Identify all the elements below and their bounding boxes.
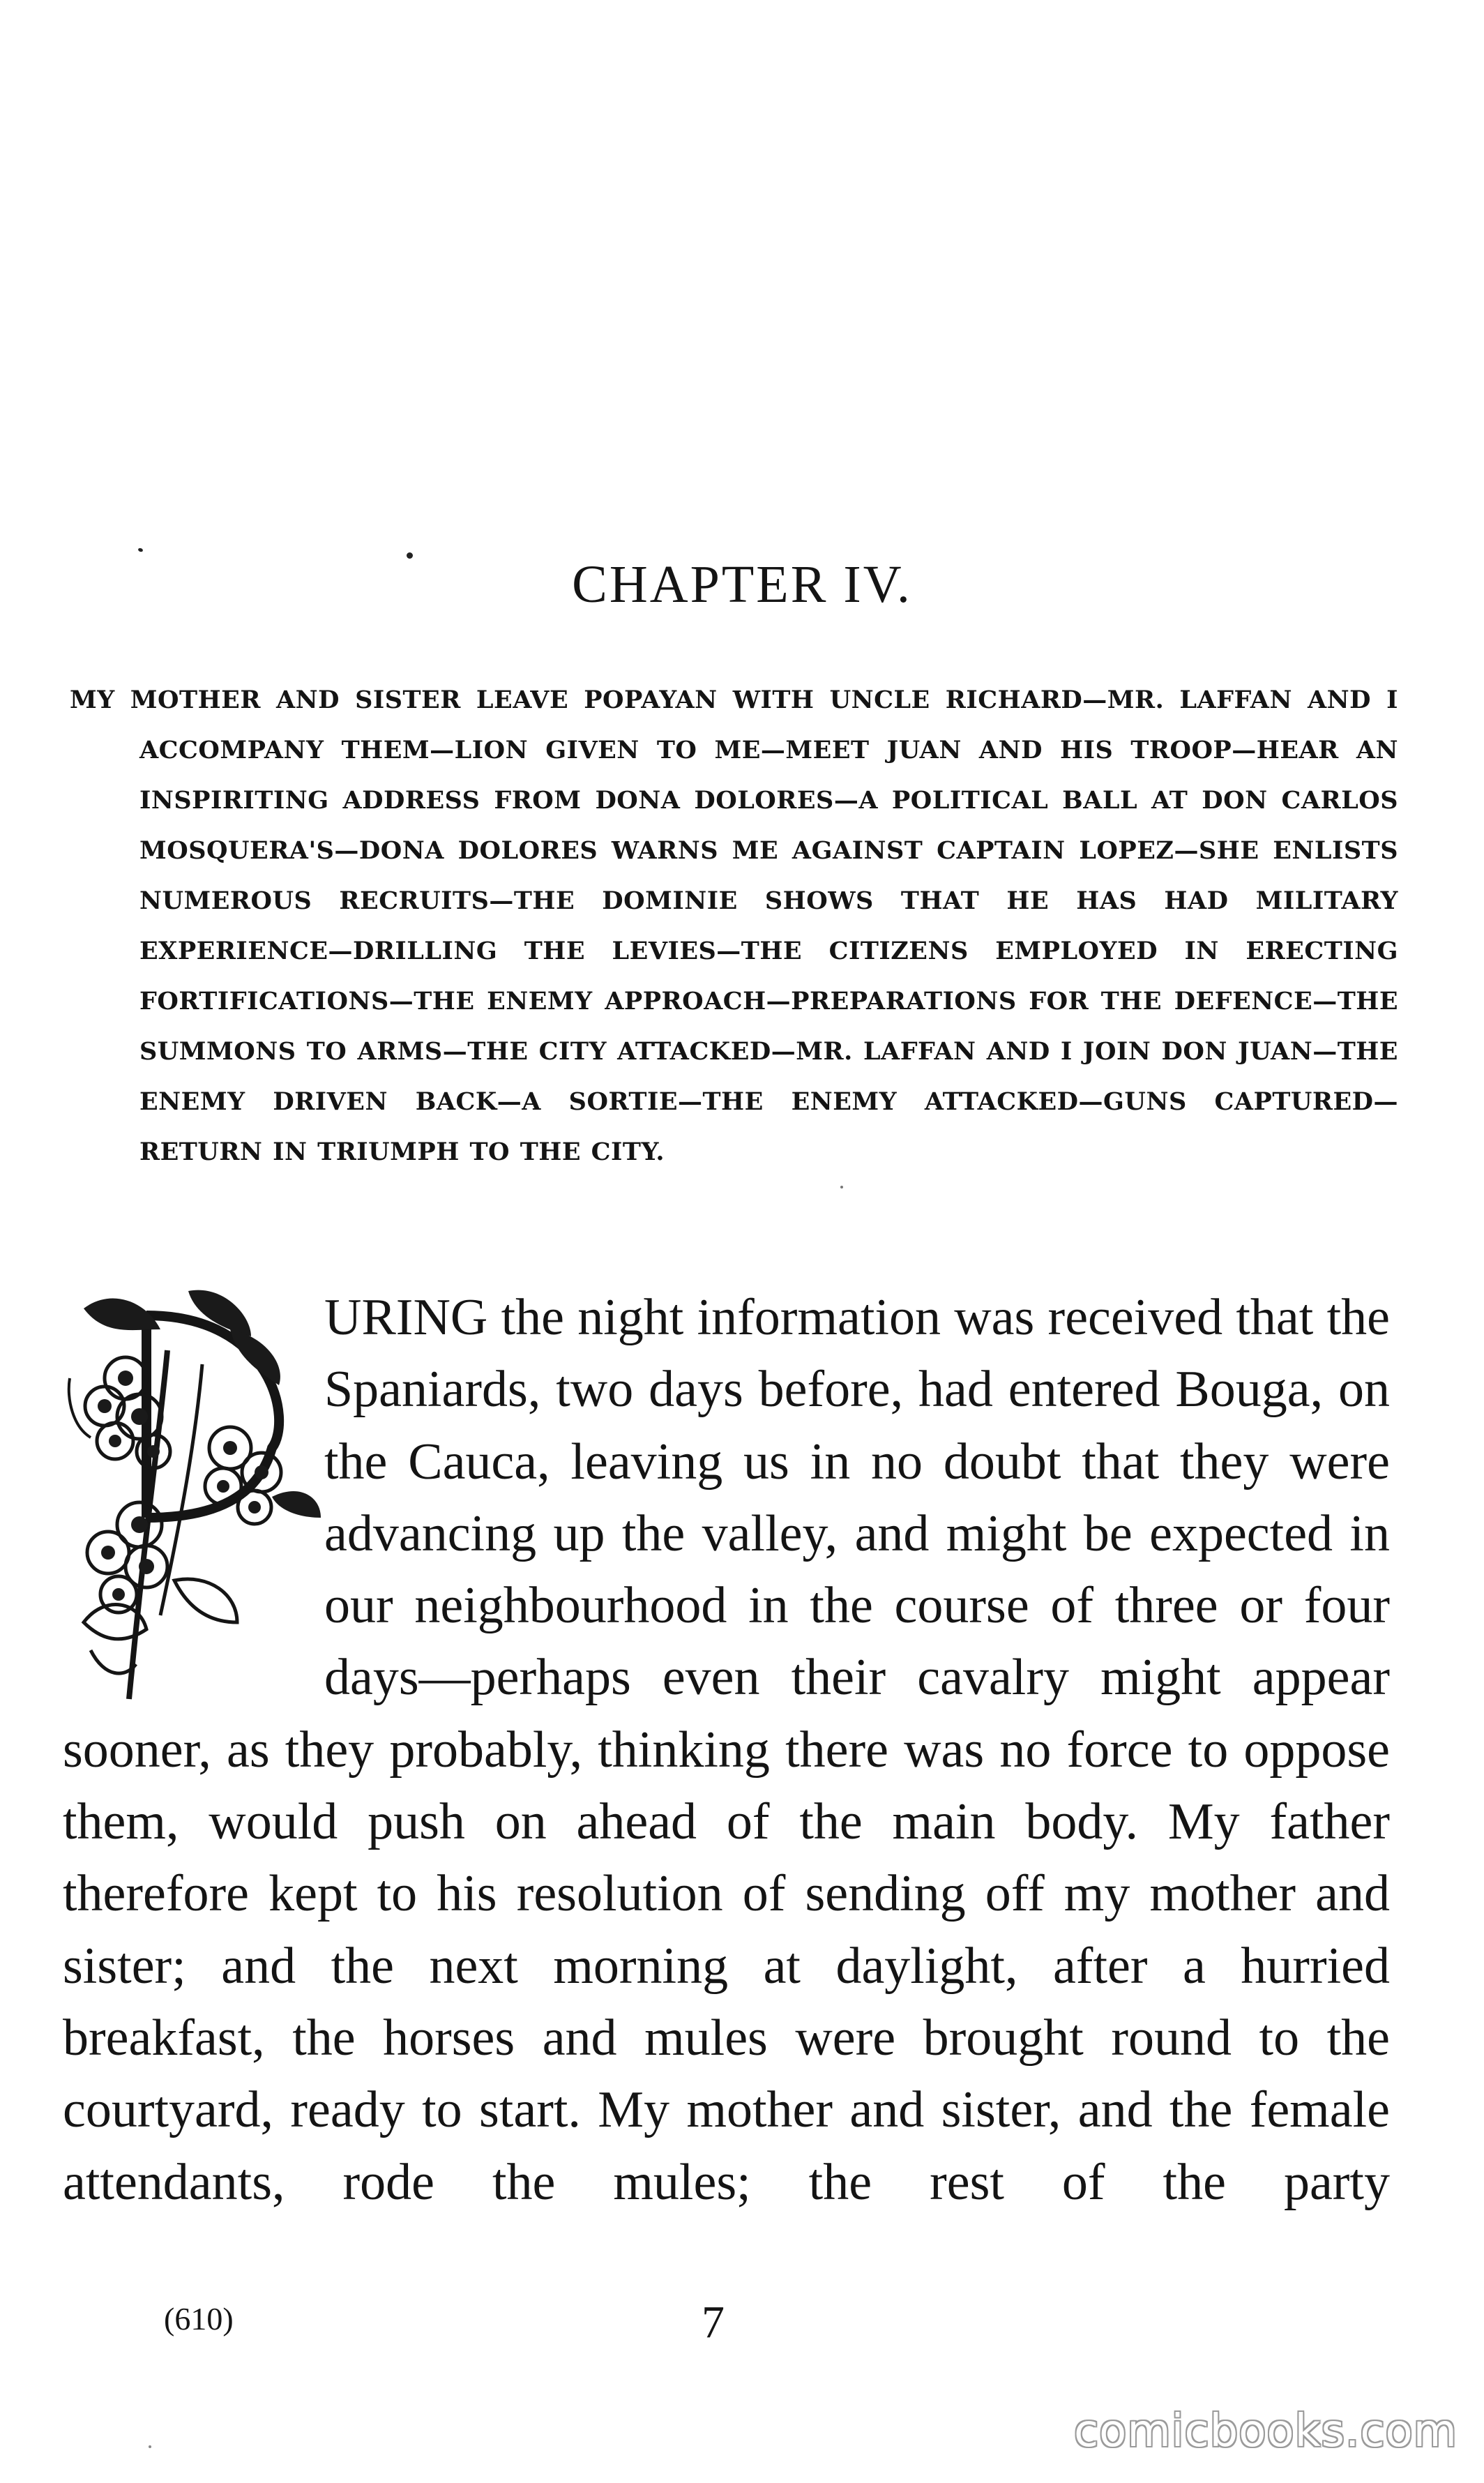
body-text [63, 1282, 1390, 2219]
floral-d-icon [63, 1288, 324, 1703]
watermark: comicbooks.com [1073, 2406, 1458, 2457]
printer-signature: (610) [164, 2301, 234, 2337]
page-number: 7 [702, 2297, 725, 2348]
drop-cap-floral-illustration [63, 1288, 324, 1703]
body-paragraph: URING the night information was received that the Spaniards, two days before, had entered Bouga, on the Cauca, leaving us in no doubt that they were advancing up the valley, and might be expected in our neighbourhood in the course of three or four days—perhaps even their cavalry might appear sooner, as they probably, thinking there was no force to oppose them, would push on ahead of the main body. My father therefore kept to his resolution of sending off my mother and sister; and the next morning at daylight, after a hurried breakfast, the horses and mules were brought round to the courtyard, ready to start. My mother and sister, and the female attendants, rode the mules; the rest of the party [63, 1289, 1390, 2211]
chapter-summary: MY MOTHER AND SISTER LEAVE POPAYAN WITH UNCLE RICHARD—MR. LAFFAN AND I ACCOMPANY THEM—LION GIVEN TO ME—MEET JUAN AND HIS TROOP—HEAR AN INSPIRITING ADDRESS FROM DONA DOLORES—A POLITICAL BALL AT DON CARLOS MOSQUERA'S—DONA DOLORES WARNS ME AGAINST CAPTAIN LOPEZ—SHE ENLISTS NUMEROUS RECRUITS—THE DOMINIE SHOWS THAT HE HAS HAD MILITARY EXPERIENCE—DRILLING THE LEVIES—THE CITIZENS EMPLOYED IN ERECTING FORTIFICATIONS—THE ENEMY APPROACH—PREPARATIONS FOR THE DEFENCE—THE SUMMONS TO ARMS—THE CITY ATTACKED—MR. LAFFAN AND I JOIN DON JUAN—THE ENEMY DRIVEN BACK—A SORTIE—THE ENEMY ATTACKED—GUNS CAPTURED—RETURN IN TRIUMPH TO THE CITY. [70, 686, 1398, 1166]
ink-speck [840, 1186, 843, 1188]
chapter-title: CHAPTER IV. [572, 555, 912, 614]
ink-speck [149, 2445, 151, 2448]
